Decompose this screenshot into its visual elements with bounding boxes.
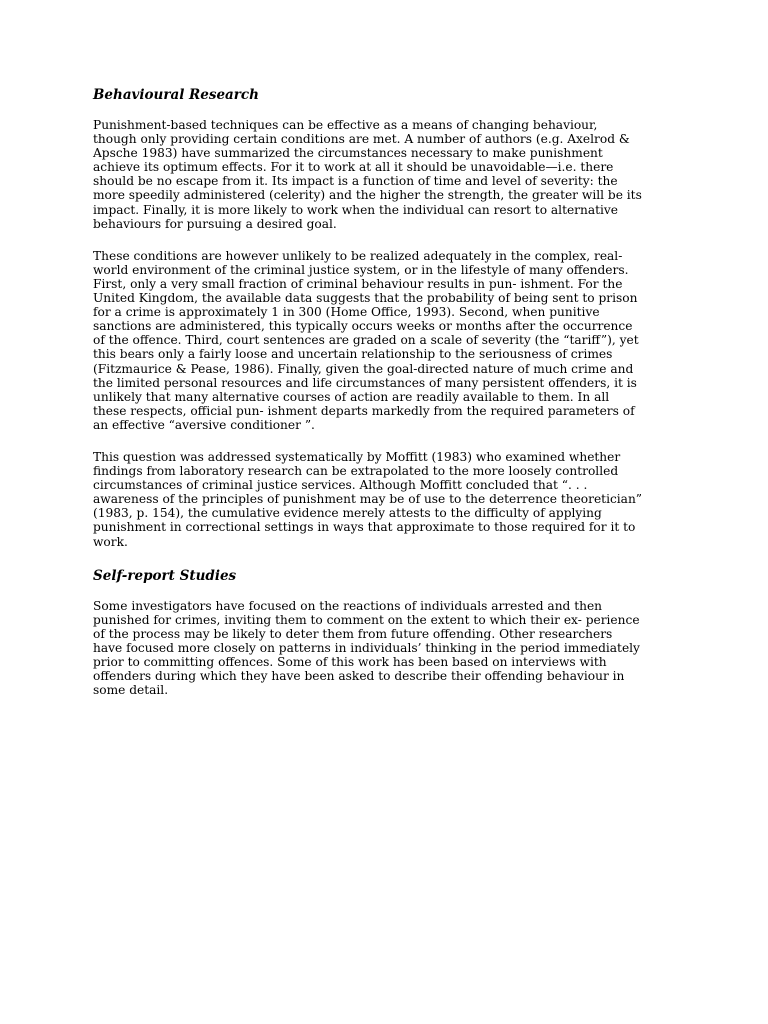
paragraph-investigators [93, 599, 683, 698]
text-line: this bears only a fairly loose and uncertain relationship to the seriousness of crimes [93, 347, 613, 362]
text-line: offenders during which they have been asked to describe their offending behaviour in [93, 669, 625, 684]
text-line: First, only a very small fraction of criminal behaviour results in pun- ishment. For the [93, 276, 623, 291]
document-page [93, 86, 683, 715]
text-line: behaviours for pursuing a desired goal. [93, 216, 337, 231]
paragraph-punishment-techniques [93, 118, 683, 231]
text-line: prior to committing offences. Some of this work has been based on interviews with [93, 655, 607, 669]
text-line: of the offence. Third, court sentences are graded on a scale of severity (the “tariff”), yet [93, 333, 639, 348]
text-line: United Kingdom, the available data suggests that the probability of being sent to prison [93, 291, 638, 306]
text-line: some detail. [93, 683, 169, 698]
text-line: more speedily administered (celerity) and the higher the strength, the greater will be its [93, 188, 642, 203]
text-line: These conditions are however unlikely to be realized adequately in the complex, real- [93, 248, 623, 263]
text-line: (Fitzmaurice & Pease, 1986). Finally, given the goal-directed nature of much crime and [93, 361, 634, 376]
text-line: impact. Finally, it is more likely to work when the individual can resort to alternative [93, 202, 619, 217]
text-line: have focused more closely on patterns in individuals’ thinking in the period immediately [93, 640, 640, 655]
text-line: unlikely that many alternative courses of action are readily available to them. In all [93, 389, 610, 404]
text-line: (1983, p. 154), the cumulative evidence merely attests to the difficulty of applying [93, 506, 602, 521]
text-line: punished for crimes, inviting them to comment on the extent to which their ex- perience [93, 612, 640, 627]
text-line: Some investigators have focused on the reactions of individuals arrested and then [93, 598, 603, 613]
text-line: achieve its optimum effects. For it to work at all it should be unavoidable—i.e. there [93, 160, 614, 175]
text-line: the limited personal resources and life circumstances of many persistent offenders, it is [93, 375, 637, 390]
text-line: circumstances of criminal justice services. Although Moffitt concluded that “. . . [93, 478, 588, 493]
text-line: Punishment-based techniques can be effective as a means of changing behaviour, [93, 118, 598, 132]
paragraph-conditions-unlikely [93, 249, 683, 432]
text-line: of the process may be likely to deter them from future offending. Other researchers [93, 626, 613, 641]
text-line: punishment in correctional settings in ways that approximate to those required for it to [93, 520, 636, 535]
text-line: sanctions are administered, this typically occurs weeks or months after the occurrence [93, 319, 633, 334]
text-line: an effective “aversive conditioner ”. [93, 417, 315, 432]
text-line: work. [93, 534, 128, 549]
text-line: findings from laboratory research can be extrapolated to the more loosely controlled [93, 464, 619, 479]
section-heading-behavioural-research: Behavioural Research [93, 87, 259, 103]
text-line: Apsche 1983) have summarized the circumstances necessary to make punishment [93, 146, 603, 161]
text-line: This question was addressed systematically by Moffitt (1983) who examined whether [93, 449, 621, 464]
text-line: these respects, official pun- ishment departs markedly from the required parameters of [93, 403, 635, 418]
text-line: world environment of the criminal justice system, or in the lifestyle of many offenders. [93, 262, 629, 277]
text-line: though only providing certain conditions are met. A number of authors (e.g. Axelrod & [93, 132, 630, 147]
text-line: awareness of the principles of punishment may be of use to the deterrence theoretician” [93, 492, 643, 507]
section-heading-self-report-studies: Self-report Studies [93, 567, 237, 584]
paragraph-moffitt-study [93, 450, 683, 549]
text-line: should be no escape from it. Its impact is a function of time and level of severity: the [93, 174, 618, 189]
text-line: for a crime is approximately 1 in 300 (Home Office, 1993). Second, when punitive [93, 305, 600, 320]
